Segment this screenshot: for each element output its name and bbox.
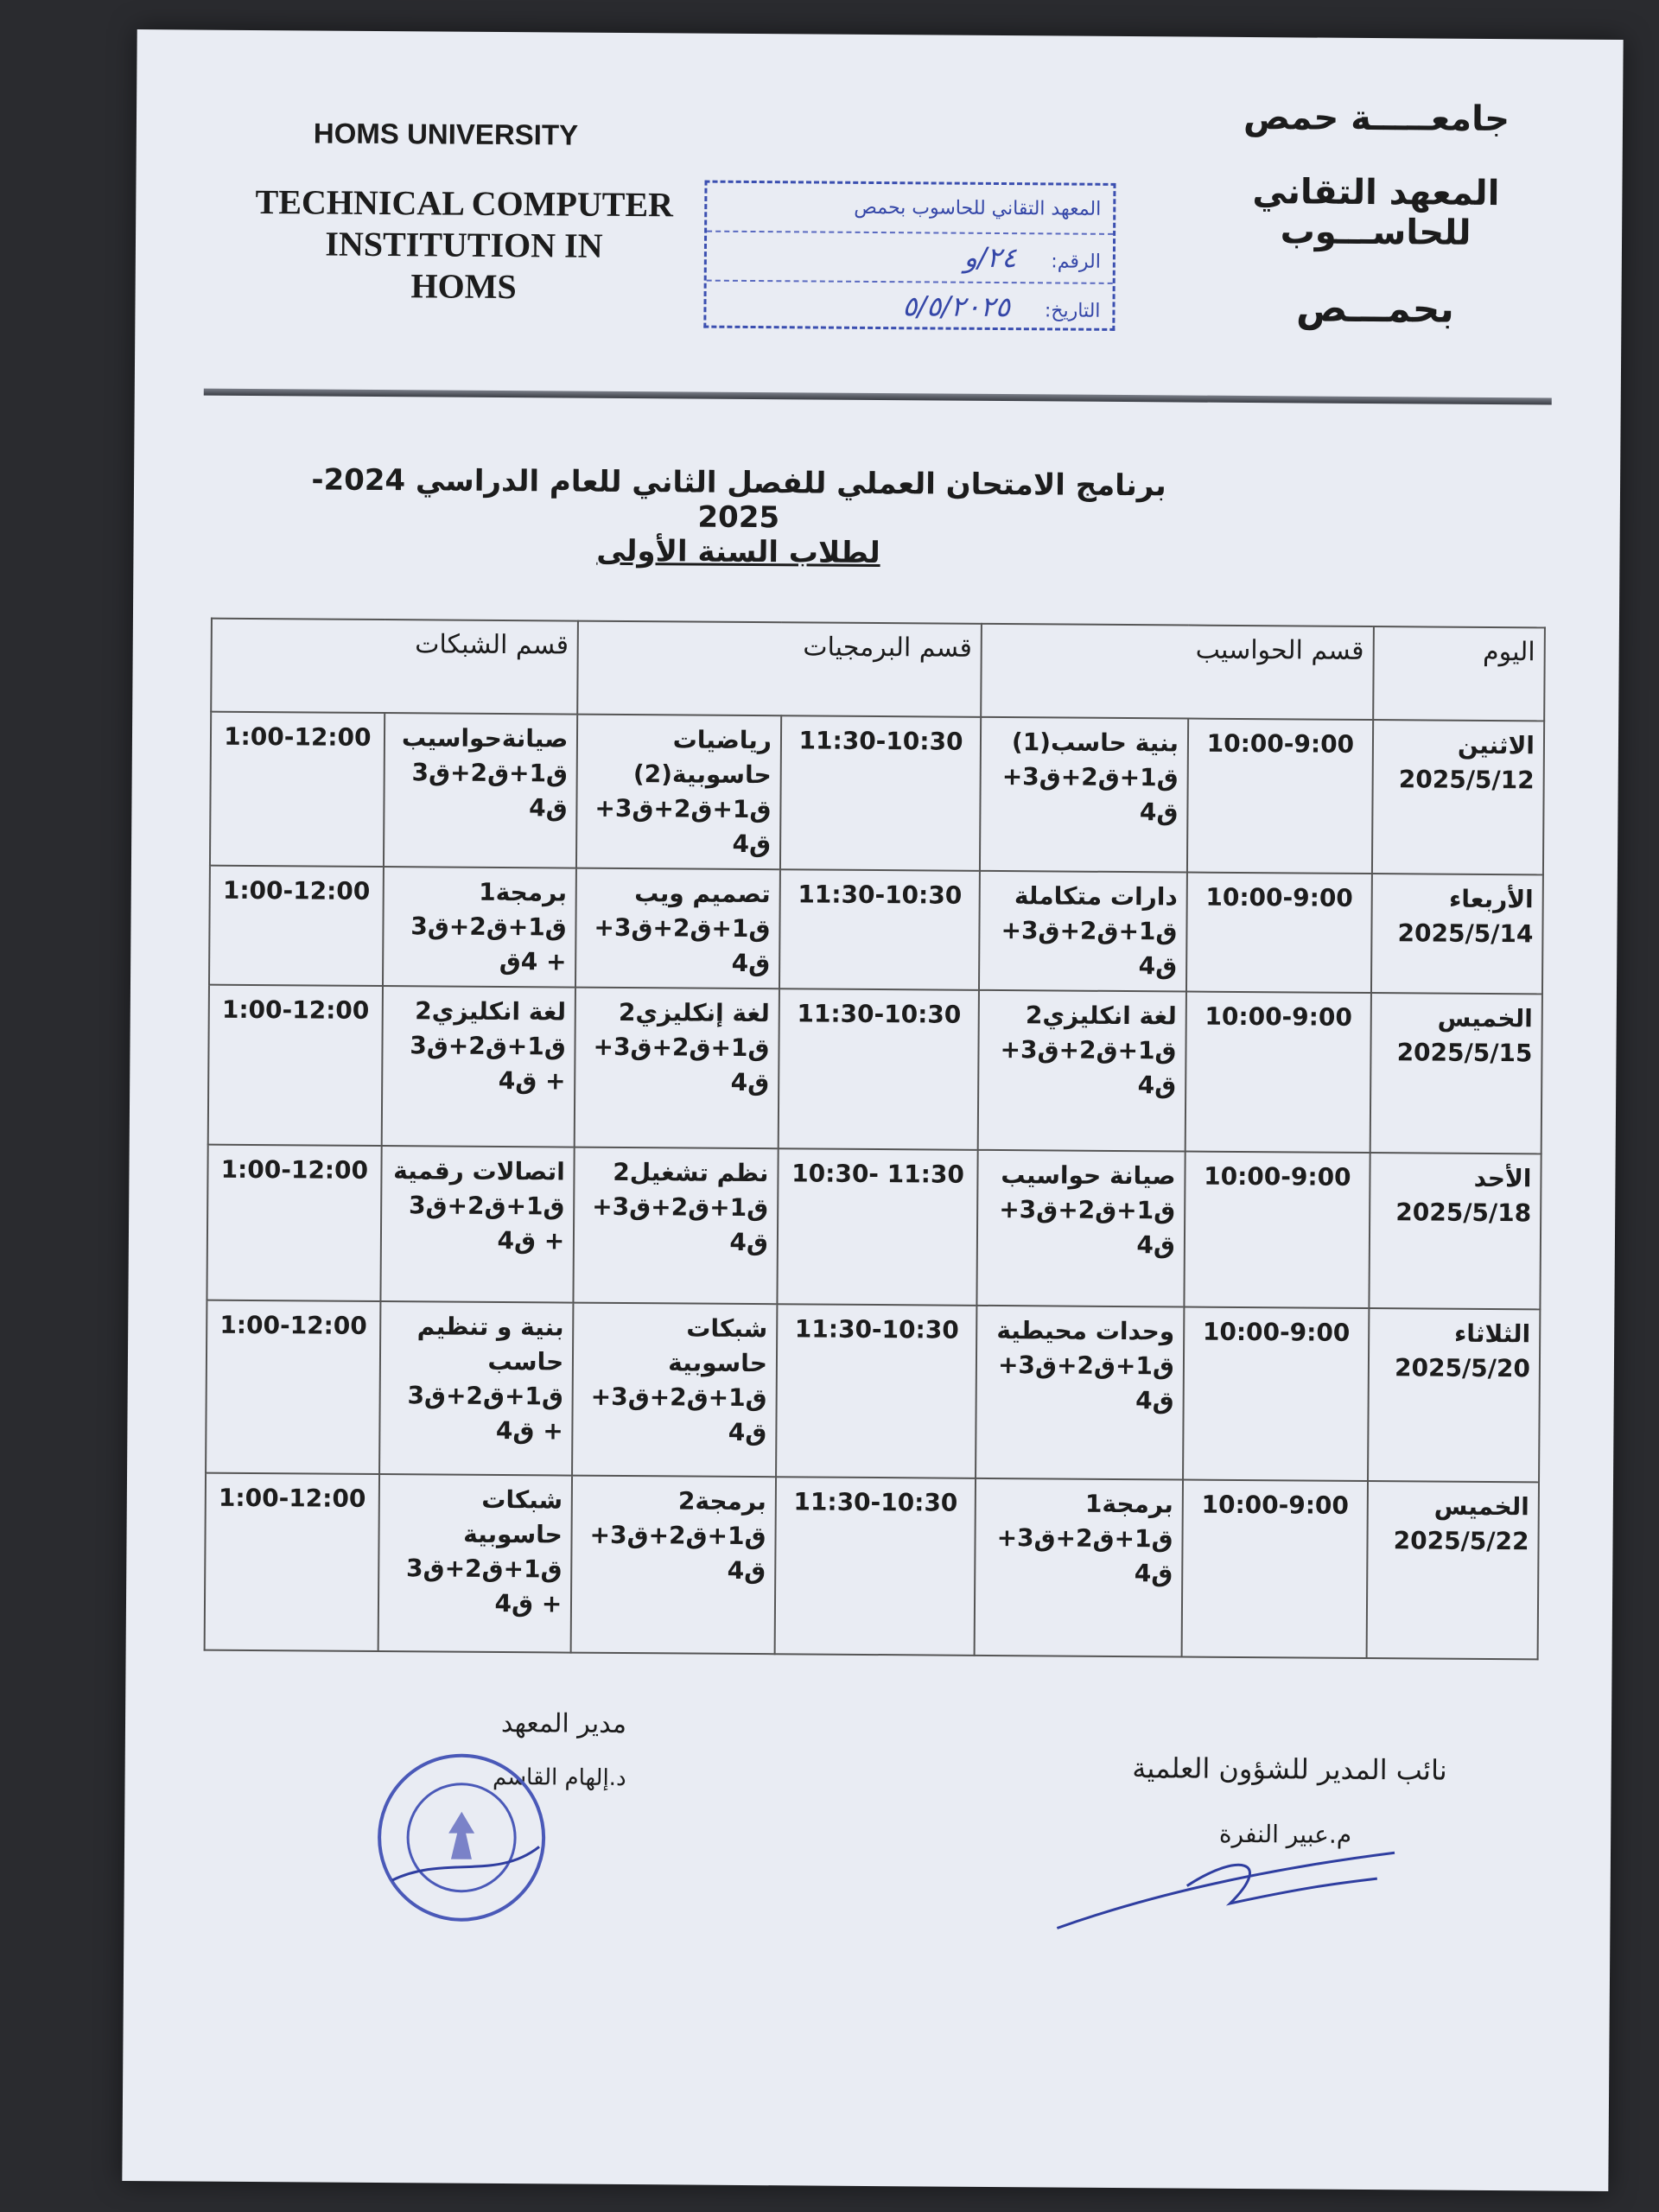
computers-subject: دارات متكاملة	[1014, 881, 1178, 912]
programming-time-cell	[776, 1304, 977, 1478]
arabic-institute-name: المعهد التقاني للحاســـوب	[1252, 172, 1500, 253]
networks-subject-cell	[380, 1146, 575, 1303]
table-row	[208, 985, 1542, 1154]
official-seal	[374, 1751, 548, 1924]
arabic-header	[1167, 88, 1584, 332]
computers-subject: لغة انكليزي2	[1025, 1001, 1177, 1031]
day-date: 2025/5/14	[1397, 918, 1534, 949]
networks-time: 1:00-12:00	[221, 995, 370, 1025]
networks-subject: اتصالات رقمية	[393, 1156, 565, 1186]
programming-groups: ق1+ق2+ق3+ ق4	[593, 1032, 770, 1097]
deputy-signature	[1048, 1833, 1412, 1939]
programming-time-cell	[780, 715, 981, 871]
programming-time: 11:30-10:30	[797, 999, 962, 1029]
networks-subject: برمجة1	[479, 877, 568, 907]
stamp-header: المعهد التقاني للحاسوب بحمص	[707, 183, 1113, 235]
table-row	[209, 866, 1543, 995]
programming-groups: ق1+ق2+ق3+ ق4	[589, 1520, 766, 1586]
networks-subject-cell	[378, 1474, 572, 1653]
director-name: د.إلهام القاسم	[492, 1764, 626, 1792]
computers-time-cell	[1182, 1480, 1368, 1658]
programming-subject-cell	[574, 1147, 779, 1305]
programming-time: 11:30-10:30	[793, 1487, 958, 1517]
programming-subject: شبكات حاسوبية	[668, 1313, 768, 1378]
computers-subject: برمجة1	[1084, 1489, 1173, 1519]
networks-subject: شبكات حاسوبية	[463, 1484, 563, 1549]
registry-stamp	[703, 181, 1116, 331]
day-date: 2025/5/20	[1394, 1353, 1531, 1383]
day-cell	[1372, 720, 1544, 874]
networks-groups: ق1+ق2+ق3 + 4ق	[410, 912, 567, 976]
stamp-number-row	[707, 232, 1113, 284]
programming-time: 11:30-10:30	[798, 880, 963, 910]
networks-subject-cell	[379, 1301, 574, 1476]
day-date: 2025/5/22	[1393, 1526, 1529, 1556]
day-date: 2025/5/18	[1395, 1198, 1532, 1228]
header-day: اليوم	[1373, 626, 1545, 721]
header-programming-dept: قسم البرمجيات	[578, 621, 982, 717]
computers-time: 10:00-9:00	[1201, 1490, 1350, 1520]
networks-time-cell	[208, 985, 383, 1146]
stamp-date-row	[706, 282, 1112, 332]
arabic-university-name: جامعـــــة حمص	[1243, 97, 1510, 140]
programming-subject: رياضيات حاسوبية(2)	[632, 725, 772, 790]
exam-schedule-table	[204, 618, 1546, 1661]
english-institute-line-3: HOMS	[410, 266, 517, 307]
computers-subject-cell	[978, 990, 1186, 1152]
computers-time-cell	[1186, 873, 1372, 993]
arabic-city-name: بحمـــص	[1295, 286, 1455, 332]
computers-subject-cell	[979, 871, 1187, 992]
computers-subject: بنية حاسب(1)	[1011, 728, 1179, 758]
day-name: الثلاثاء	[1453, 1319, 1531, 1349]
english-university-name: HOMS UNIVERSITY	[313, 117, 579, 151]
computers-subject: صيانة حواسيب	[1001, 1160, 1176, 1191]
networks-groups: ق1+ق2+ق3 ق4	[411, 758, 569, 823]
stamp-number-label: الرقم:	[1051, 251, 1101, 273]
networks-time: 1:00-12:00	[218, 1483, 366, 1513]
director-title: مدير المعهد	[500, 1708, 627, 1740]
networks-time-cell	[206, 1300, 380, 1474]
english-institute-line-1: TECHNICAL COMPUTER	[255, 181, 674, 225]
english-institute-line-2: INSTITUTION IN	[325, 224, 603, 265]
networks-subject: لغة انكليزي2	[415, 996, 567, 1027]
computers-time-cell	[1183, 1307, 1369, 1481]
networks-time: 1:00-12:00	[224, 721, 372, 752]
table-header-row	[211, 619, 1545, 721]
deputy-name: م.عبير النفرة	[1218, 1819, 1352, 1849]
programming-time-cell	[779, 869, 980, 990]
day-date: 2025/5/15	[1396, 1038, 1533, 1068]
networks-subject: صيانةحواسيب	[401, 723, 569, 753]
programming-subject-cell	[571, 1476, 776, 1655]
programming-groups: ق1+ق2+ق3+ ق4	[594, 793, 772, 859]
english-institute-name	[230, 181, 697, 309]
document-title: برنامج الامتحان العملي للفصل الثاني للعام الدراسي 2024-2025	[311, 462, 1166, 536]
networks-subject-cell	[381, 986, 575, 1147]
computers-subject-cell	[976, 1306, 1184, 1480]
computers-groups: ق1+ق2+ق3+ ق4	[999, 1195, 1176, 1260]
computers-time-cell	[1184, 1152, 1370, 1308]
networks-time-cell	[207, 1145, 381, 1301]
computers-groups: ق1+ق2+ق3+ ق4	[996, 1523, 1173, 1588]
table-row	[206, 1300, 1540, 1483]
programming-subject-cell	[575, 988, 779, 1149]
programming-time: 11:30-10:30	[798, 726, 963, 756]
programming-subject: برمجة2	[677, 1486, 766, 1516]
programming-subject-cell	[575, 868, 780, 989]
table-row	[210, 712, 1544, 875]
networks-time: 1:00-12:00	[222, 875, 371, 906]
networks-subject-cell	[383, 867, 577, 988]
header-divider	[204, 389, 1552, 405]
table-row	[205, 1473, 1539, 1660]
networks-subject: بنية و تنظيم حاسب	[416, 1312, 564, 1376]
computers-time: 10:00-9:00	[1204, 1161, 1351, 1192]
programming-time-cell	[779, 988, 979, 1150]
programming-time-cell	[777, 1148, 977, 1306]
day-cell	[1368, 1308, 1541, 1482]
header-networks-dept: قسم الشبكات	[211, 619, 578, 715]
computers-time: 10:00-9:00	[1205, 1001, 1353, 1032]
document-subtitle: لطلاب السنة الأولى	[596, 533, 880, 571]
computers-subject: وحدات محيطية	[996, 1316, 1175, 1346]
computers-subject-cell	[975, 1478, 1183, 1657]
computers-subject-cell	[977, 1150, 1185, 1307]
day-name: الخميس	[1433, 1491, 1529, 1522]
day-cell	[1369, 1153, 1541, 1309]
networks-time-cell	[205, 1473, 379, 1651]
networks-time: 1:00-12:00	[220, 1154, 369, 1185]
programming-groups: ق1+ق2+ق3+ ق4	[592, 1192, 769, 1257]
networks-time-cell	[210, 712, 385, 867]
programming-subject-cell	[576, 715, 781, 870]
day-cell	[1370, 993, 1542, 1154]
day-name: الاثنين	[1457, 730, 1535, 760]
day-name: الأربعاء	[1448, 884, 1534, 914]
computers-time: 10:00-9:00	[1206, 728, 1355, 759]
day-cell	[1366, 1481, 1539, 1659]
table-row	[207, 1145, 1541, 1310]
stamp-date-value: ٥/٥/٢٠٢٥	[902, 289, 1011, 324]
programming-time: 11:30-10:30	[794, 1314, 959, 1344]
networks-groups: ق1+ق2+ق3 + ق4	[410, 1031, 566, 1096]
computers-time: 10:00-9:00	[1202, 1317, 1351, 1347]
programming-subject: تصميم ويب	[634, 879, 771, 909]
programming-time-cell	[775, 1477, 976, 1656]
computers-time-cell	[1187, 719, 1373, 874]
networks-subject-cell	[384, 713, 578, 868]
day-date: 2025/5/12	[1398, 765, 1535, 795]
networks-time-cell	[209, 866, 384, 986]
day-name: الخميس	[1437, 1003, 1533, 1033]
programming-subject: لغة إنكليزي2	[618, 997, 770, 1028]
day-name: الأحد	[1473, 1163, 1532, 1193]
stamp-number-value: ٢٤/و	[963, 240, 1017, 275]
deputy-title: نائب المدير للشؤون العلمية	[1132, 1751, 1447, 1787]
networks-time: 1:00-12:00	[219, 1310, 367, 1340]
networks-groups: ق1+ق2+ق3 + ق4	[406, 1554, 563, 1618]
stamp-date-label: التاريخ:	[1044, 300, 1101, 322]
programming-groups: ق1+ق2+ق3+ ق4	[594, 912, 771, 978]
computers-time-cell	[1185, 992, 1371, 1153]
computers-groups: ق1+ق2+ق3+ ق4	[1000, 1035, 1177, 1100]
computers-subject-cell	[980, 717, 1188, 873]
networks-groups: ق1+ق2+ق3 + ق4	[407, 1381, 564, 1446]
programming-time: 11:30 -10:30	[791, 1159, 965, 1189]
programming-groups: ق1+ق2+ق3+ ق4	[590, 1382, 767, 1447]
computers-groups: ق1+ق2+ق3+ ق4	[997, 1351, 1175, 1415]
day-cell	[1371, 874, 1543, 994]
networks-groups: ق1+ق2+ق3 + ق4	[408, 1191, 565, 1255]
computers-groups: ق1+ق2+ق3+ ق4	[1001, 916, 1178, 981]
computers-groups: ق1+ق2+ق3+ ق4	[1001, 762, 1179, 827]
programming-subject-cell	[572, 1303, 777, 1478]
programming-subject: نظم تشغيل2	[613, 1157, 769, 1188]
computers-time: 10:00-9:00	[1205, 882, 1353, 912]
header-computers-dept: قسم الحواسيب	[981, 624, 1373, 720]
document-page	[122, 29, 1623, 2191]
